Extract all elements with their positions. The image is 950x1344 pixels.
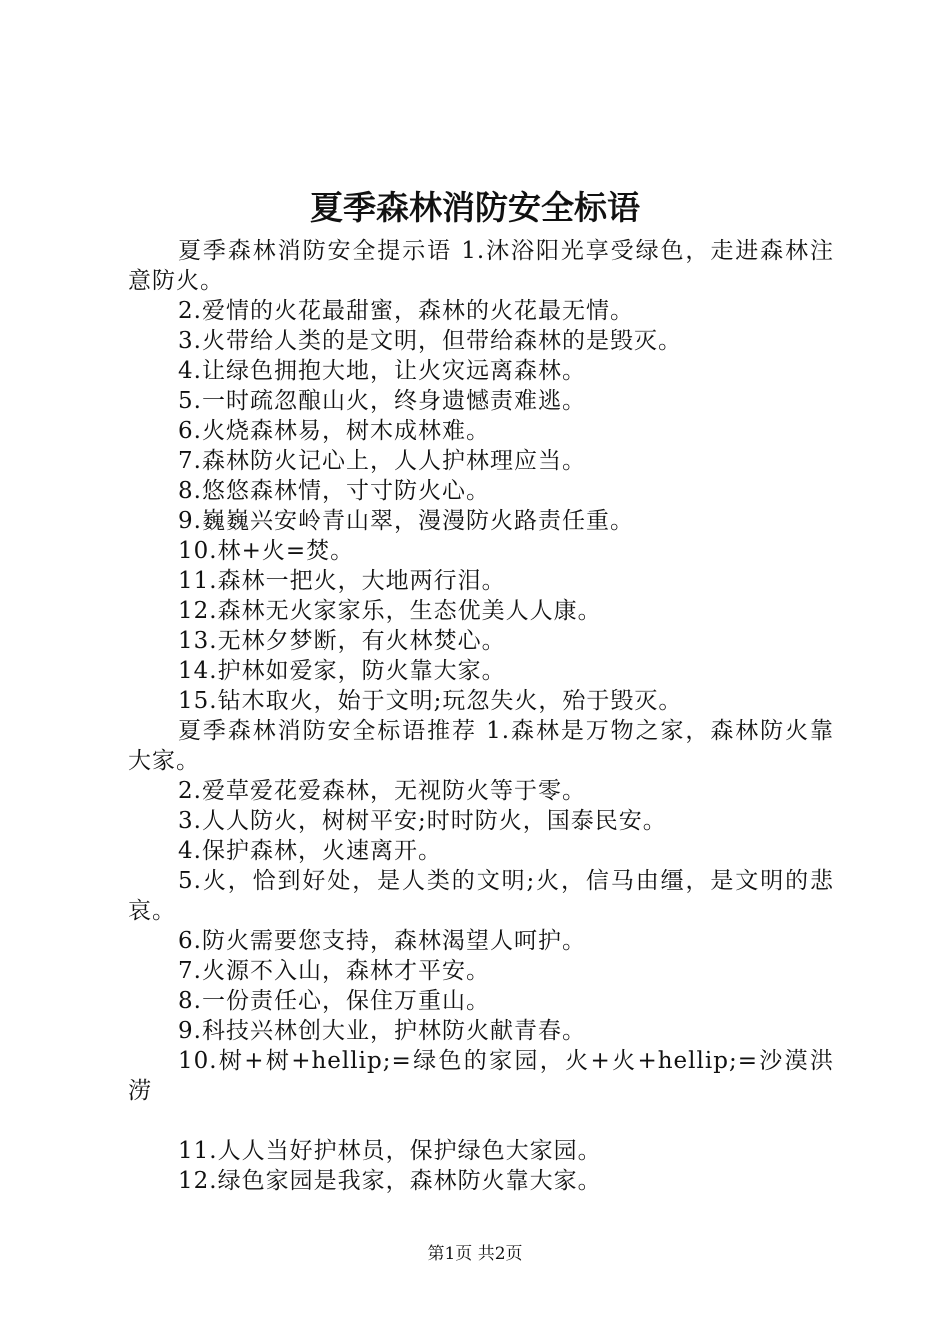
document-title: 夏季森林消防安全标语 — [310, 188, 640, 227]
paragraph: 13.无林夕梦断，有火林焚心。 — [178, 628, 506, 654]
paragraph: 9.科技兴林创大业，护林防火献青春。 — [178, 1018, 586, 1044]
document-body — [128, 236, 834, 1196]
paragraph: 夏季森林消防安全提示语 1.沐浴阳光享受绿色，走进森林注意防火。 — [128, 238, 834, 294]
paragraph: 3.火带给人类的是文明，但带给森林的是毁灭。 — [178, 328, 682, 354]
paragraph: 7.火源不入山，森林才平安。 — [178, 958, 490, 984]
paragraph: 夏季森林消防安全标语推荐 1.森林是万物之家，森林防火靠大家。 — [128, 718, 834, 774]
paragraph: 15.钻木取火，始于文明;玩忽失火，殆于毁灭。 — [178, 688, 683, 714]
paragraph: 4.让绿色拥抱大地，让火灾远离森林。 — [178, 358, 586, 384]
paragraph: 4.保护森林，火速离开。 — [178, 838, 442, 864]
paragraph: 3.人人防火，树树平安;时时防火，国泰民安。 — [178, 808, 667, 834]
paragraph: 14.护林如爱家，防火靠大家。 — [178, 658, 506, 684]
paragraph: 6.火烧森林易，树木成林难。 — [178, 418, 490, 444]
paragraph: 6.防火需要您支持，森林渴望人呵护。 — [178, 928, 586, 954]
paragraph: 10.树+树+hellip;=绿色的家园，火+火+hellip;=沙漠洪涝 — [128, 1048, 834, 1104]
paragraph: 5.一时疏忽酿山火，终身遗憾责难逃。 — [178, 388, 586, 414]
paragraph: 11.森林一把火，大地两行泪。 — [178, 568, 506, 594]
paragraph: 8.悠悠森林情，寸寸防火心。 — [178, 478, 490, 504]
paragraph: 2.爱草爱花爱森林，无视防火等于零。 — [178, 778, 586, 804]
paragraph: 5.火，恰到好处，是人类的文明;火，信马由缰，是文明的悲哀。 — [128, 868, 834, 924]
paragraph: 12.森林无火家家乐，生态优美人人康。 — [178, 598, 602, 624]
page-footer: 第1页 共2页 — [427, 1244, 523, 1264]
paragraph: 9.巍巍兴安岭青山翠，漫漫防火路责任重。 — [178, 508, 634, 534]
paragraph: 10.林+火=焚。 — [178, 538, 355, 564]
paragraph: 7.森林防火记心上，人人护林理应当。 — [178, 448, 586, 474]
blank-line — [128, 1106, 834, 1136]
paragraph: 11.人人当好护林员，保护绿色大家园。 — [178, 1138, 602, 1164]
paragraph: 2.爱情的火花最甜蜜，森林的火花最无情。 — [178, 298, 634, 324]
paragraph: 8.一份责任心，保住万重山。 — [178, 988, 490, 1014]
paragraph: 12.绿色家园是我家，森林防火靠大家。 — [178, 1168, 602, 1194]
